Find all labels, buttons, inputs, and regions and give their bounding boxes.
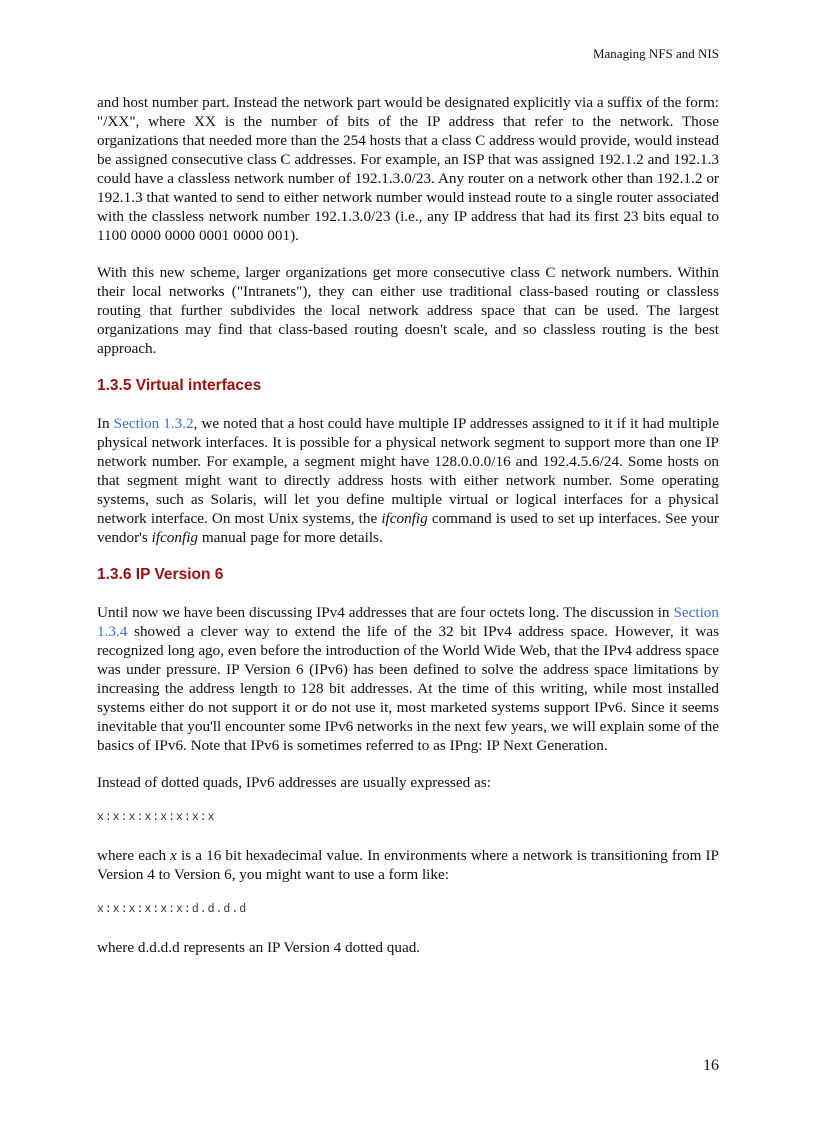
body-text [97,93,719,975]
link-section-1-3-2[interactable]: Section 1.3.2 [113,415,194,432]
ifconfig-term: ifconfig [151,529,199,546]
document-page [97,0,719,1123]
paragraph-dotted-quads: Instead of dotted quads, IPv6 addresses are usually expressed as: [97,774,491,791]
running-header: Managing NFS and NIS [592,46,719,61]
section-heading-ip-version-6: 1.3.6 IP Version 6 [97,566,224,583]
code-ipv6-format: x:x:x:x:x:x:x:x [97,811,216,824]
paragraph-new-scheme: With this new scheme, larger organizations get more consecutive class C network numbers. Within their local networks ("Intranets"), they can either use traditional class-based routing or classless routing that further subdivides the local network address space that can be used. The largest organizations may find that class-based routing doesn't scale, and so classless routing is the best approach. [97,264,719,357]
variable-x: x [170,847,177,864]
paragraph-ipv6-intro: Until now we have been discussing IPv4 addresses that are four octets long. The discussion in Section 1.3.4 showed a clever way to extend the life of the 32 bit IPv4 address space. However, it was recognized long ago, even before the introduction of the World Wide Web, that the IPv4 address space was under pressure. IP Version 6 (IPv6) has been defined to solve the address space limitations by increasing the address length to 128 bit addresses. At the time of this writing, while most installed systems either do not support it or do not use it, most marketed systems support IPv6. Since it seems inevitable that you'll encounter some IPv6 networks in the next few years, we will explain some of the basics of IPv6. Note that IPv6 is sometimes referred to as IPng: IP Next Generation. [97,604,719,754]
page-number: 16 [703,1057,719,1074]
paragraph-dotted-quad-note: where d.d.d.d represents an IP Version 4 dotted quad. [97,939,421,956]
code-ipv6-ipv4-format: x:x:x:x:x:x:d.d.d.d [97,903,248,916]
paragraph-classless-routing: and host number part. Instead the network part would be designated explicitly via a suffix of the form: "/XX", where XX is the number of bits of the IP address that refer to the network. Those organizations that needed more than the 254 hosts that a class C address would provide, would instead be assigned consecutive class C addresses. For example, an ISP that was assigned 192.1.2 and 192.1.3 could have a classless network number of 192.1.3.0/23. Any router on a network other than 192.1.2 or 192.1.3 that wanted to send to either network number would instead route to a single router associated with the classless network number 192.1.3.0/23 (i.e., any IP address that had its first 23 bits equal to 1100 0000 0000 0001 0000 001). [97,94,719,244]
link-section-1-3-4[interactable]: Section 1.3.4 [97,604,719,640]
paragraph-hex-value: where each x is a 16 bit hexadecimal value. In environments where a network is transitioning from IP Version 4 to Version 6, you might want to use a form like: [97,847,719,883]
ifconfig-term: ifconfig [381,510,428,527]
paragraph-virtual-interfaces: In Section 1.3.2, we noted that a host could have multiple IP addresses assigned to it if it had multiple physical network interfaces. It is possible for a physical network segment to support more than one IP network number. For example, a segment might have 128.0.0.0/16 and 192.4.5.6/24. Some hosts on that segment might want to directly address hosts with either network number. Some operating systems, such as Solaris, will let you define multiple virtual or logical interfaces for a physical network interface. On most Unix systems, the ifconfig command is used to set up interfaces. See your vendor's ifconfig manual page for more details. [97,415,719,546]
section-heading-virtual-interfaces: 1.3.5 Virtual interfaces [97,377,262,394]
